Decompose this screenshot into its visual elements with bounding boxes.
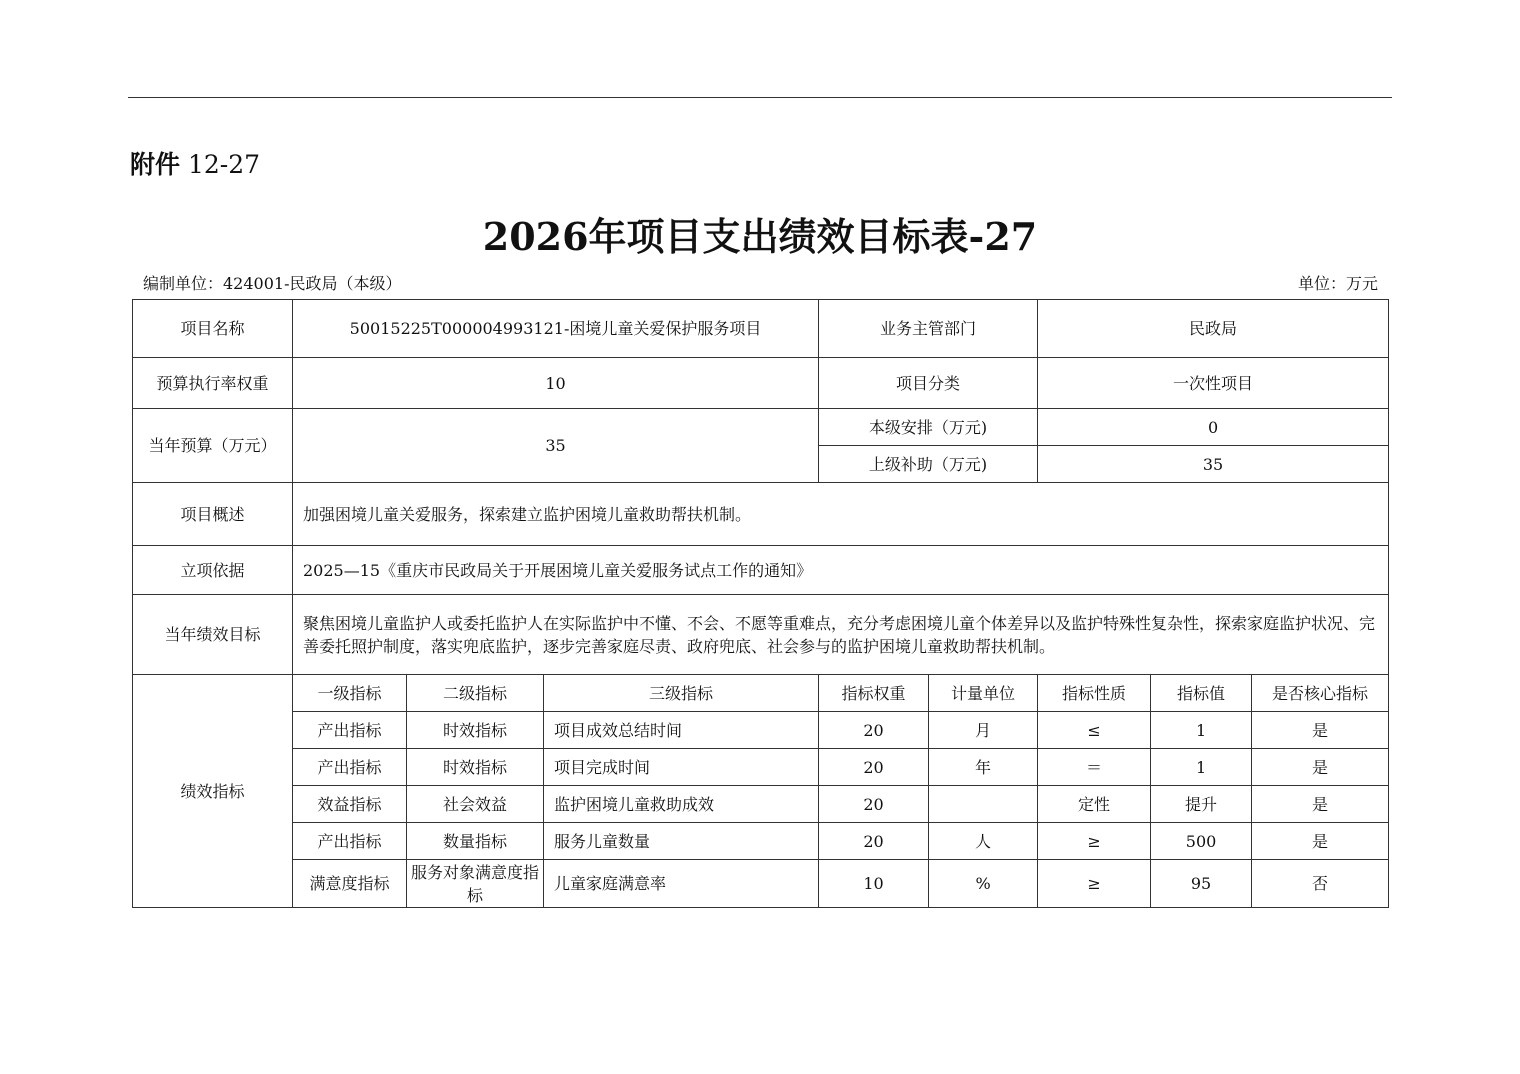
row-basis	[133, 546, 1389, 595]
indicator-header-row	[133, 675, 1389, 712]
currency-unit: 单位：万元	[1297, 274, 1378, 293]
label-local: 本级安排（万元)	[819, 409, 1038, 446]
table-row	[133, 712, 1389, 749]
header-unit: 计量单位	[929, 675, 1038, 712]
attachment-number: 12-27	[187, 150, 261, 179]
cell-weight: 20	[819, 749, 929, 786]
cell-unit: 年	[929, 749, 1038, 786]
cell-weight: 10	[819, 860, 929, 908]
value-local: 0	[1038, 409, 1389, 446]
label-summary: 项目概述	[133, 483, 293, 546]
cell-unit: 人	[929, 823, 1038, 860]
label-dept: 业务主管部门	[819, 300, 1038, 358]
cell-level3: 监护困境儿童救助成效	[544, 786, 819, 823]
cell-level2: 社会效益	[407, 786, 544, 823]
table-row	[133, 786, 1389, 823]
performance-table	[132, 299, 1389, 908]
header-value: 指标值	[1151, 675, 1252, 712]
cell-core: 是	[1252, 712, 1389, 749]
cell-level2: 数量指标	[407, 823, 544, 860]
value-project-name: 50015225T000004993121-困境儿童关爱保护服务项目	[293, 300, 819, 358]
value-exec-rate: 10	[293, 358, 819, 409]
label-budget: 当年预算（万元）	[133, 409, 293, 483]
cell-weight: 20	[819, 823, 929, 860]
cell-unit: %	[929, 860, 1038, 908]
cell-unit	[929, 786, 1038, 823]
cell-level2: 服务对象满意度指标	[407, 860, 544, 908]
value-subsidy: 35	[1038, 446, 1389, 483]
header-level1: 一级指标	[293, 675, 407, 712]
cell-nature: 定性	[1038, 786, 1151, 823]
cell-value: 500	[1151, 823, 1252, 860]
cell-level2: 时效指标	[407, 712, 544, 749]
value-budget: 35	[293, 409, 819, 483]
cell-core: 否	[1252, 860, 1389, 908]
cell-value: 1	[1151, 712, 1252, 749]
cell-weight: 20	[819, 712, 929, 749]
cell-nature: ≤	[1038, 712, 1151, 749]
cell-level1: 产出指标	[293, 712, 407, 749]
cell-core: 是	[1252, 786, 1389, 823]
cell-weight: 20	[819, 786, 929, 823]
table-row	[133, 749, 1389, 786]
value-summary: 加强困境儿童关爱服务，探索建立监护困境儿童救助帮扶机制。	[293, 483, 1389, 546]
cell-nature: ≥	[1038, 860, 1151, 908]
row-project-name	[133, 300, 1389, 358]
row-summary	[133, 483, 1389, 546]
label-subsidy: 上级补助（万元)	[819, 446, 1038, 483]
value-basis: 2025—15《重庆市民政局关于开展困境儿童关爱服务试点工作的通知》	[293, 546, 1389, 595]
header-core: 是否核心指标	[1252, 675, 1389, 712]
label-project-name: 项目名称	[133, 300, 293, 358]
table-row	[133, 860, 1389, 908]
label-category: 项目分类	[819, 358, 1038, 409]
cell-level2: 时效指标	[407, 749, 544, 786]
cell-core: 是	[1252, 749, 1389, 786]
cell-nature: ＝	[1038, 749, 1151, 786]
value-goal: 聚焦困境儿童监护人或委托监护人在实际监护中不懂、不会、不愿等重难点，充分考虑困境儿童个体差异以及监护特殊性复杂性，探索家庭监护状况、完善委托照护制度，落实兜底监护，逐步完善家庭尽责、政府兜底、社会参与的监护困境儿童救助帮扶机制。	[293, 595, 1389, 675]
compiler-unit: 编制单位：424001-民政局（本级）	[143, 274, 402, 293]
attachment-prefix: 附件	[130, 150, 181, 179]
header-nature: 指标性质	[1038, 675, 1151, 712]
cell-level3: 项目完成时间	[544, 749, 819, 786]
cell-level1: 满意度指标	[293, 860, 407, 908]
cell-level1: 效益指标	[293, 786, 407, 823]
row-goal	[133, 595, 1389, 675]
cell-value: 提升	[1151, 786, 1252, 823]
cell-level3: 项目成效总结时间	[544, 712, 819, 749]
row-budget	[133, 409, 1389, 446]
cell-level3: 服务儿童数量	[544, 823, 819, 860]
cell-core: 是	[1252, 823, 1389, 860]
header-weight: 指标权重	[819, 675, 929, 712]
value-category: 一次性项目	[1038, 358, 1389, 409]
page-title: 2026年项目支出绩效目标表-27	[482, 214, 1038, 259]
cell-value: 1	[1151, 749, 1252, 786]
label-exec-rate: 预算执行率权重	[133, 358, 293, 409]
header-rule	[128, 97, 1392, 98]
cell-level3: 儿童家庭满意率	[544, 860, 819, 908]
cell-unit: 月	[929, 712, 1038, 749]
table-row	[133, 823, 1389, 860]
cell-level1: 产出指标	[293, 749, 407, 786]
value-dept: 民政局	[1038, 300, 1389, 358]
label-goal: 当年绩效目标	[133, 595, 293, 675]
cell-value: 95	[1151, 860, 1252, 908]
cell-level1: 产出指标	[293, 823, 407, 860]
attachment-label	[130, 145, 260, 181]
cell-nature: ≥	[1038, 823, 1151, 860]
header-level3: 三级指标	[544, 675, 819, 712]
label-indicators: 绩效指标	[133, 675, 293, 908]
row-exec-rate	[133, 358, 1389, 409]
header-level2: 二级指标	[407, 675, 544, 712]
label-basis: 立项依据	[133, 546, 293, 595]
